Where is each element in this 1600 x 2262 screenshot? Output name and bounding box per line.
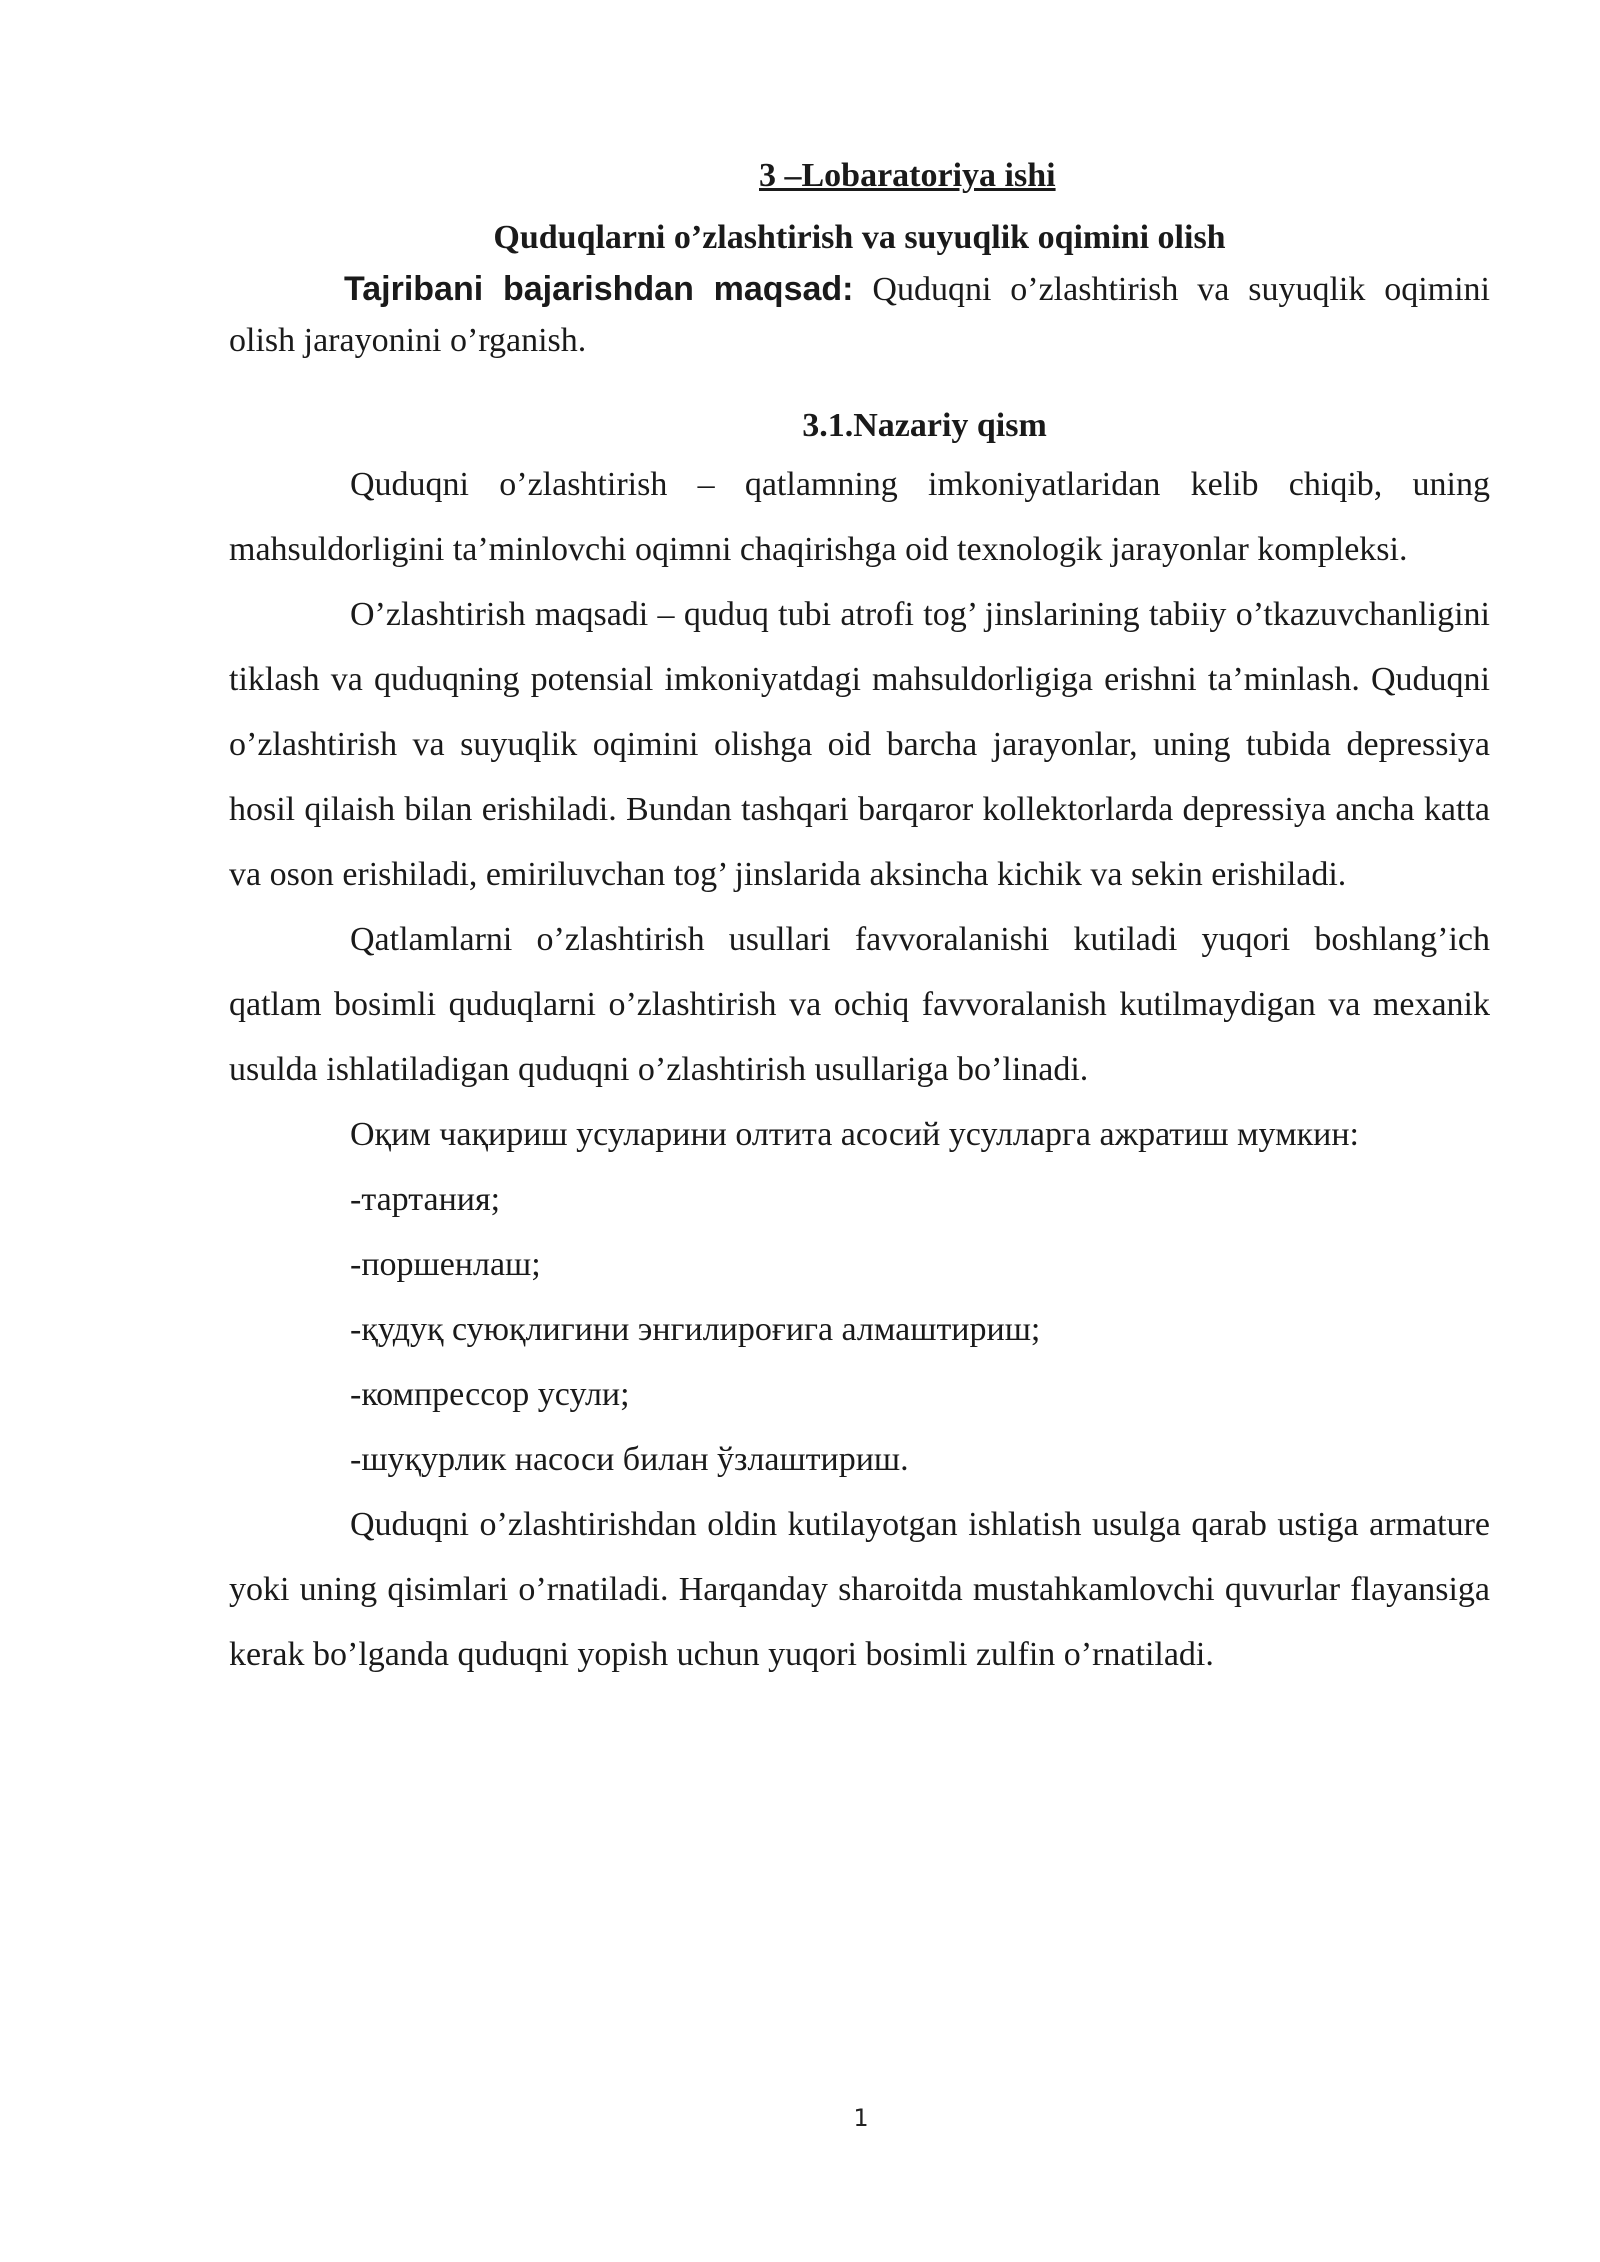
lab-title: 3 –Lobaratoriya ishi xyxy=(759,157,1056,194)
document-subtitle: Quduqlarni o’zlashtirish va suyuqlik oqimini olish xyxy=(493,219,1226,256)
list-item: -компрессор усули; xyxy=(350,1376,630,1413)
list-item: -поршенлаш; xyxy=(350,1246,541,1283)
goal-statement xyxy=(229,264,1490,366)
page-number: 1 xyxy=(853,2104,869,2132)
list-item: -шуқурлик насоси билан ўзлаштириш. xyxy=(350,1441,909,1478)
paragraph-methods-intro: Оқим чақириш усуларини олтита асосий усулларга ажратиш мумкин: xyxy=(350,1116,1359,1153)
goal-label: Tajribani bajarishdan maqsad: xyxy=(344,270,854,308)
paragraph-methods-classification: Qatlamlarni o’zlashtirish usullari favvoralanishi kutiladi yuqori boshlang’ich qatlam bosimli quduqlarni o’zlashtirish va ochiq favvoralanish kutilmaydigan va mexanik usulda ishlatiladigan quduqni o’zlashtirish usullariga bo’linadi. xyxy=(229,921,1490,1088)
section-heading: 3.1.Nazariy qism xyxy=(802,407,1047,444)
goal-text: Quduqni o’zlashtirish va suyuqlik oqimini olish jarayonini o’rganish. xyxy=(229,271,1491,359)
paragraph-purpose: O’zlashtirish maqsadi – quduq tubi atrofi tog’ jinslarining tabiiy o’tkazuvchanligini tiklash va quduqning potensial imkoniyatdagi mahsuldorligiga erishni ta’minlash. Quduqni o’zlashtirish va suyuqlik oqimini olishga oid barcha jarayonlar, uning tubida depressiya hosil qilaish bilan erishiladi. Bundan tashqari barqaror kollektorlarda depressiya ancha katta va oson erishiladi, emiriluvchan tog’ jinslarida aksincha kichik va sekin erishiladi. xyxy=(229,596,1490,893)
list-item: -қудуқ суюқлигини энгилироғига алмаштириш; xyxy=(350,1311,1041,1348)
paragraph-definition: Quduqni o’zlashtirish – qatlamning imkoniyatlaridan kelib chiqib, uning mahsuldorligini ta’minlovchi oqimni chaqirishga oid texnologik jarayonlar kompleksi. xyxy=(229,466,1490,568)
paragraph-closing: Quduqni o’zlashtirishdan oldin kutilayotgan ishlatish usulga qarab ustiga armature yoki uning qisimlari o’rnatiladi. Harqanday sharoitda mustahkamlovchi quvurlar flayansiga kerak bo’lganda quduqni yopish uchun yuqori bosimli zulfin o’rnatiladi. xyxy=(229,1506,1490,1673)
page-content xyxy=(229,150,1490,1687)
list-item: -тартания; xyxy=(350,1181,501,1218)
